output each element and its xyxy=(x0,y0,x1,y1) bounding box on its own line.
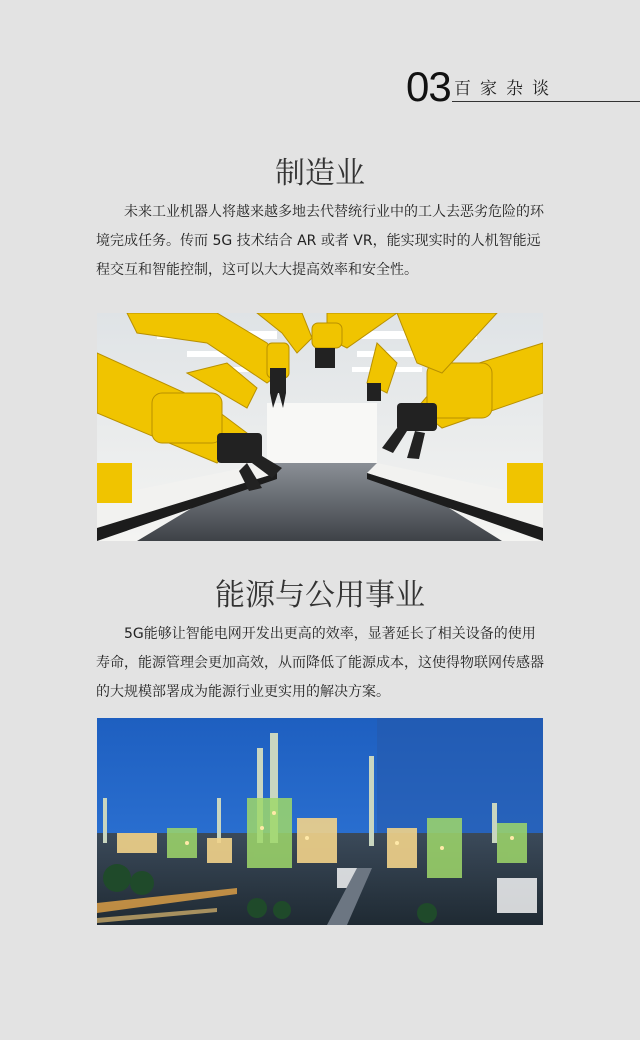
refinery-night-photo xyxy=(97,718,543,925)
chapter-number: 03 xyxy=(406,63,451,110)
section-title-manufacturing: 制造业 xyxy=(275,156,365,191)
chapter-title: 百家杂谈 xyxy=(454,79,558,99)
section-text-energy: 5G能够让智能电网开发出更高的效率，显著延长了相关设备的使用寿命，能源管理会更加高效，从而降低了能源成本，这使得物联网传感器的大规模部署成为能源行业更实用的解决方案。 xyxy=(96,626,544,700)
industrial-robot-arms-photo xyxy=(97,313,543,541)
header-rule xyxy=(452,101,640,102)
section-text-manufacturing: 未来工业机器人将越来越多地去代替统行业中的工人去恶劣危险的环境完成任务。传而 5G 技术结合 AR 或者 VR，能实现实时的人机智能远程交互和智能控制，这可以大大提高效率和安全性。 xyxy=(96,204,544,278)
section-header xyxy=(404,64,640,108)
section-title-energy: 能源与公用事业 xyxy=(215,578,425,613)
